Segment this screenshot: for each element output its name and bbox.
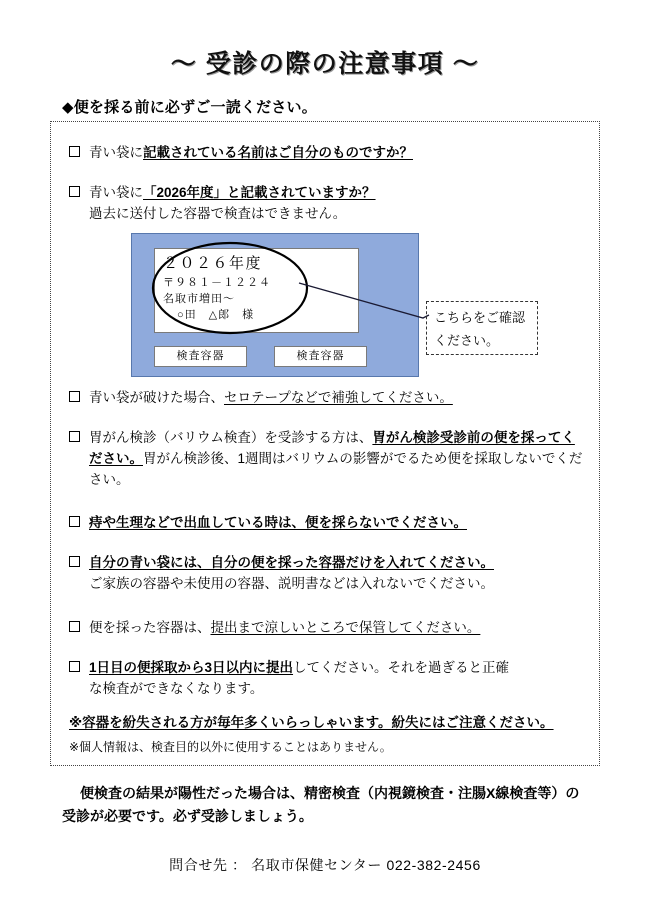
checklist-item-2-subtext: 過去に送付した容器で検査はできません。 [89, 206, 347, 221]
checklist-item-3 [69, 387, 585, 408]
checklist-item-3-text: 青い袋が破けた場合、セロテープなどで補強してください。 [89, 390, 453, 405]
checklist-item-6-subtext: ご家族の容器や未使用の容器、説明書などは入れないでください。 [89, 576, 494, 591]
checkbox-8[interactable] [69, 661, 80, 672]
warning-privacy: ※個人情報は、検査目的以外に使用することはありません。 [69, 740, 392, 754]
checklist-item-6-text: 自分の青い袋には、自分の便を採った容器だけを入れてください。 [89, 555, 494, 570]
checklist-item-5-text: 痔や生理などで出血している時は、便を採らないでください。 [89, 515, 467, 530]
checklist-item-4-text: 胃がん検診（バリウム検査）を受診する方は、胃がん検診受診前の便を採ってください。胃がん検診後、1週間はバリウムの影響がでるため便を採取しないでください。 [89, 430, 583, 487]
checklist-item-1-text: 青い袋に記載されている名前はご自分のものですか？ [89, 145, 413, 160]
checkbox-1[interactable] [69, 146, 80, 157]
checklist-item-6 [69, 552, 585, 594]
checklist-item-2-text: 青い袋に「2026年度」と記載されていますか？ [89, 185, 376, 200]
subtitle-instruction: ◆便を採る前に必ずご一読ください。 [62, 99, 317, 116]
label-line-postal: 〒９８１－１２２４ [163, 277, 271, 289]
checklist-item-5 [69, 512, 585, 533]
instructions-panel [50, 121, 600, 766]
label-line-name: ○田 △郎 様 [177, 309, 255, 321]
checklist-item-8-text: 1日目の便採取から3日以内に提出してください。それを過ぎると正確 [89, 660, 510, 675]
checklist-item-8-subtext: な検査ができなくなります。 [89, 681, 264, 696]
callout-line-1: こちらをご確認 [434, 310, 526, 325]
checkbox-2[interactable] [69, 186, 80, 197]
page-title: 〜 受診の際の注意事項 〜 [170, 50, 480, 78]
warning-lost-container: ※容器を紛失される方が毎年多くいらっしゃいます。紛失にはご注意ください。 [69, 715, 554, 730]
callout-confirm-here [426, 301, 538, 355]
checkbox-3[interactable] [69, 391, 80, 402]
specimen-container-right: 検査容器 [274, 346, 367, 367]
label-line-address: 名取市増田〜 [163, 293, 235, 305]
footer-positive-result-note: 便検査の結果が陽性だった場合は、精密検査（内視鏡検査・注腸X線検査等）の受診が必要です。必ず受診しましょう。 [62, 785, 580, 824]
checklist-item-7 [69, 617, 585, 638]
callout-line-2: ください。 [434, 333, 500, 348]
checklist-item-7-text: 便を採った容器は、提出まで涼しいところで保管してください。 [89, 620, 481, 635]
checkbox-5[interactable] [69, 516, 80, 527]
checkbox-6[interactable] [69, 556, 80, 567]
checklist-item-1 [69, 142, 585, 163]
checklist-item-2 [69, 182, 585, 224]
specimen-container-left: 検査容器 [154, 346, 247, 367]
checkbox-7[interactable] [69, 621, 80, 632]
checklist-item-8 [69, 657, 585, 699]
blue-bag-illustration [131, 233, 419, 377]
footer-contact-info: 問合せ先 ： 名取市保健センター 022-382-2456 [169, 857, 481, 873]
checkbox-4[interactable] [69, 431, 80, 442]
checklist-item-4 [69, 427, 585, 490]
address-label [154, 248, 359, 333]
label-line-year: ２０２６年度 [163, 256, 263, 272]
